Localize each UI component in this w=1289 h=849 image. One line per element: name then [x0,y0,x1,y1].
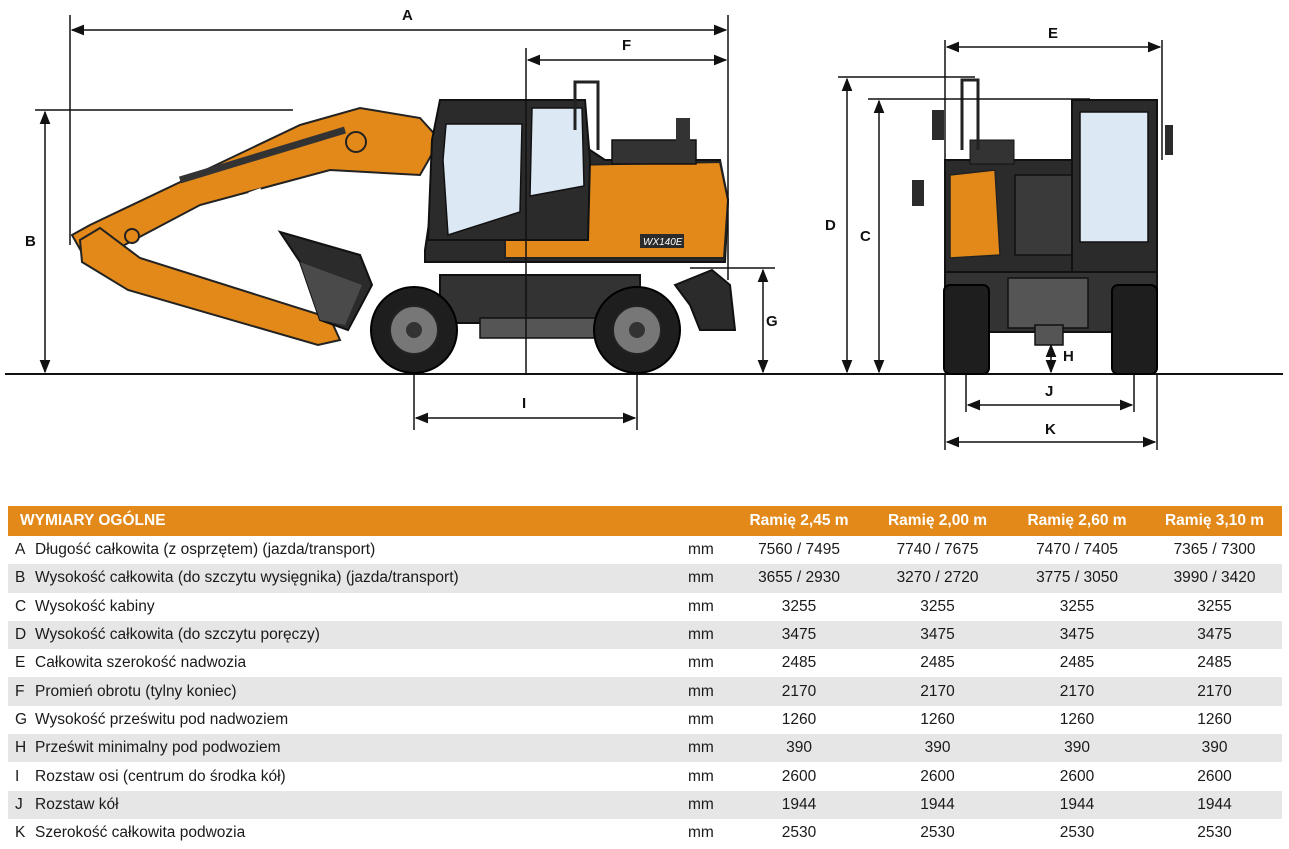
row-value: 2485 [781,654,817,672]
row-letter: D [15,626,27,644]
column-header: Ramię 2,45 m [730,506,868,536]
row-unit: mm [688,541,714,559]
row-value: 1260 [920,710,955,728]
column-header: Ramię 2,00 m [868,506,1007,536]
column-header: Ramię 3,10 m [1147,506,1282,536]
row-value: 2600 [781,767,817,785]
row-unit: mm [688,677,730,705]
row-value: 7365 / 7300 [1173,541,1256,559]
row-label: Wysokość całkowita (do szczytu poręczy) [35,626,320,644]
dim-label-g: G [766,313,778,330]
row-value: 7560 / 7495 [758,541,840,559]
dim-label-a: A [402,7,413,24]
front-wheel [371,287,457,373]
row-value: 2485 [1197,654,1232,672]
dim-label-i: I [522,395,527,412]
row-label: Całkowita szerokość nadwozia [35,654,247,672]
row-label: Wysokość prześwitu pod nadwoziem [35,710,289,728]
table-row [8,621,1282,649]
row-unit: mm [688,597,714,615]
row-value: 3270 / 2720 [868,564,1007,592]
row-unit: mm [688,654,714,672]
row-label: Rozstaw kół [35,795,119,813]
row-value: 2170 [1147,677,1282,705]
dim-label-e: E [1048,25,1059,42]
row-description [8,649,688,677]
row-description [8,734,688,762]
row-value: 2530 [920,824,955,842]
row-value: 3255 [1197,597,1232,615]
row-description [8,677,688,705]
table-row [8,649,1282,677]
row-value: 1944 [1007,791,1147,819]
table-row [8,819,1282,847]
dim-label-d: D [825,217,836,234]
table-row [8,734,1282,762]
row-description [8,593,688,621]
row-description [8,621,688,649]
row-description [8,564,688,592]
row-label: Promień obrotu (tylny koniec) [35,682,237,700]
row-description [8,791,688,819]
row-value: 2530 [1059,824,1095,842]
row-value: 390 [730,734,868,762]
rear-wheel [594,287,680,373]
row-label: Wysokość całkowita (do szczytu wysięgnika) (jazda/transport) [35,569,459,587]
row-value: 1260 [781,710,817,728]
row-value: 2530 [1197,824,1232,842]
row-letter: H [15,739,27,757]
row-value: 3475 [868,621,1007,649]
row-label: Wysokość kabiny [35,597,155,615]
row-unit: mm [688,564,730,592]
row-letter: C [15,597,27,615]
row-value: 1944 [730,791,868,819]
row-letter: I [15,767,20,785]
row-value: 3255 [920,597,955,615]
dim-label-b: B [25,233,36,250]
model-tag: WX140E [643,237,683,248]
row-unit: mm [688,767,714,785]
row-value: 390 [868,734,1007,762]
row-value: 2170 [730,677,868,705]
case-logo: CASE [195,184,268,233]
table-row [8,593,1282,621]
row-letter: B [15,569,26,587]
dim-label-f: F [622,37,632,54]
row-value: 2485 [920,654,955,672]
row-label: Długość całkowita (z osprzętem) (jazda/transport) [35,541,376,559]
row-description [8,706,688,734]
row-value: 3475 [1147,621,1282,649]
row-value: 3255 [1059,597,1095,615]
row-unit: mm [688,734,730,762]
dim-label-k: K [1045,421,1056,438]
row-letter: E [15,654,26,672]
row-unit: mm [688,791,730,819]
row-unit: mm [688,621,730,649]
row-description [8,819,688,847]
dim-label-j: J [1045,383,1054,400]
row-letter: J [15,795,23,813]
row-value: 7740 / 7675 [896,541,979,559]
table-header-row [8,506,1282,536]
row-value: 3475 [1007,621,1147,649]
row-description [8,536,688,564]
table-row [8,536,1282,564]
table-row [8,677,1282,705]
row-value: 390 [1147,734,1282,762]
row-label: Szerokość całkowita podwozia [35,824,246,842]
row-value: 3255 [781,597,817,615]
table-row [8,564,1282,592]
row-value: 390 [1007,734,1147,762]
excavator-front-view [912,80,1173,374]
row-label: Prześwit minimalny pod podwoziem [35,739,281,757]
dimensions-table [8,506,1282,847]
row-value: 2530 [781,824,817,842]
row-value: 1944 [1147,791,1282,819]
row-letter: K [15,824,26,842]
row-value: 3990 / 3420 [1147,564,1282,592]
row-unit: mm [688,824,714,842]
row-letter: G [15,710,28,728]
row-value: 1260 [1059,710,1095,728]
row-value: 2600 [1197,767,1232,785]
row-value: 3775 / 3050 [1007,564,1147,592]
row-value: 2170 [868,677,1007,705]
table-row [8,791,1282,819]
row-value: 2485 [1059,654,1095,672]
row-value: 1944 [868,791,1007,819]
row-label: Rozstaw osi (centrum do środka kół) [35,767,286,785]
table-title: WYMIARY OGÓLNE [8,506,730,536]
dim-label-h: H [1063,348,1074,365]
row-letter: A [15,541,26,559]
row-value: 3655 / 2930 [730,564,868,592]
row-unit: mm [688,710,714,728]
excavator-side-view [72,82,735,373]
row-value: 7470 / 7405 [1036,541,1118,559]
row-value: 2600 [920,767,955,785]
row-letter: F [15,682,25,700]
row-value: 3475 [730,621,868,649]
row-description [8,762,688,790]
column-header: Ramię 2,60 m [1007,506,1147,536]
row-value: 2170 [1007,677,1147,705]
dim-label-c: C [860,228,871,245]
row-value: 1260 [1197,710,1232,728]
row-value: 2600 [1059,767,1095,785]
table-row [8,762,1282,790]
table-row [8,706,1282,734]
